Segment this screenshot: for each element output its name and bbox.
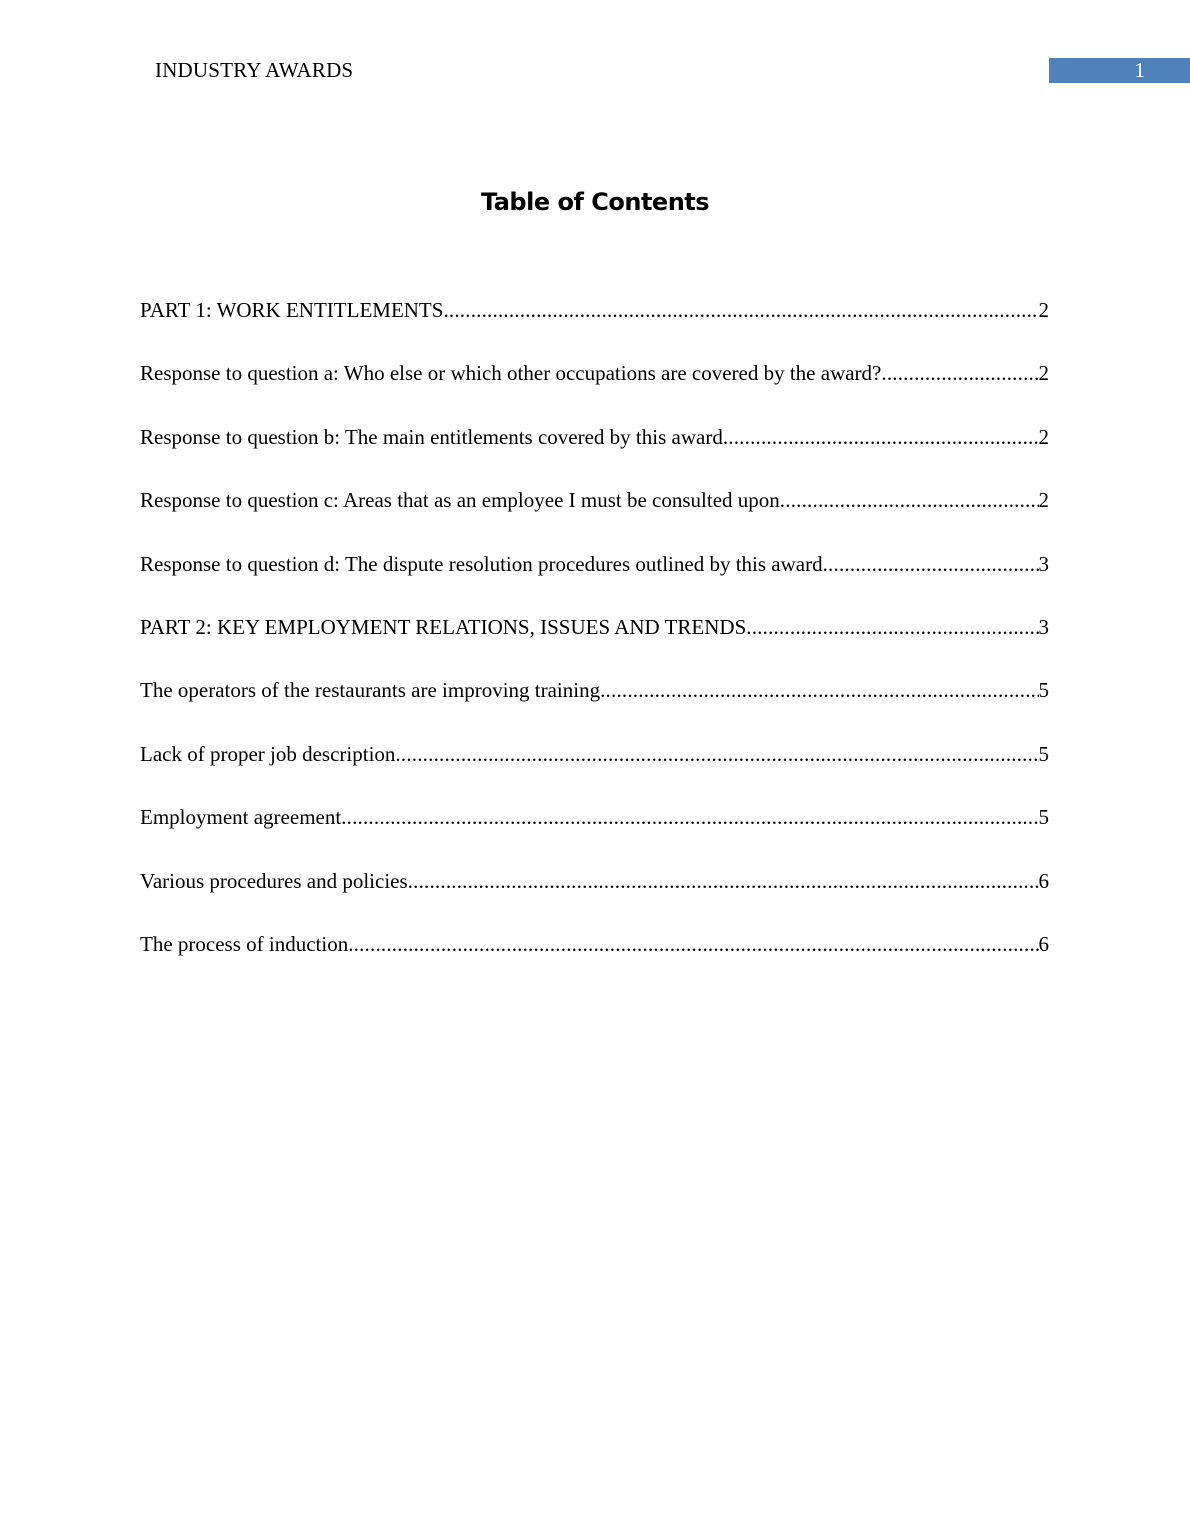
toc-dot-leader <box>746 613 1038 641</box>
toc-entry-page: 5 <box>1038 805 1049 830</box>
toc-entry-text: Response to question b: The main entitlements covered by this award <box>140 424 723 449</box>
toc-dot-leader <box>395 740 1038 768</box>
toc-dot-leader <box>408 867 1039 895</box>
running-head: INDUSTRY AWARDS <box>155 58 354 82</box>
toc-entry-question-c[interactable] <box>140 486 1049 549</box>
toc-list <box>140 296 1049 993</box>
toc-entry-page: 6 <box>1038 868 1049 893</box>
toc-entry-employment-agreement[interactable] <box>140 803 1049 866</box>
toc-entry-text: The process of induction <box>140 931 349 956</box>
toc-entry-page: 5 <box>1038 678 1049 703</box>
toc-entry-question-a[interactable] <box>140 359 1049 422</box>
toc-dot-leader <box>780 486 1039 514</box>
toc-entry-text: Response to question d: The dispute resolution procedures outlined by this award <box>140 551 823 576</box>
toc-entry-page: 2 <box>1038 488 1049 513</box>
toc-entry-part-1[interactable] <box>140 296 1049 359</box>
toc-dot-leader <box>443 296 1038 324</box>
toc-title: Table of Contents <box>480 188 710 216</box>
toc-dot-leader <box>600 676 1038 704</box>
page-number-badge <box>1049 58 1190 83</box>
toc-entry-page: 3 <box>1038 551 1049 576</box>
toc-dot-leader <box>723 423 1039 451</box>
toc-entry-question-d[interactable] <box>140 550 1049 613</box>
toc-entry-page: 5 <box>1038 741 1049 766</box>
toc-entry-page: 2 <box>1038 361 1049 386</box>
toc-entry-text: Employment agreement <box>140 805 342 830</box>
toc-entry-induction[interactable] <box>140 930 1049 993</box>
toc-entry-text: The operators of the restaurants are improving training <box>140 678 601 703</box>
toc-entry-page: 6 <box>1038 931 1049 956</box>
toc-entry-part-2[interactable] <box>140 613 1049 676</box>
toc-entry-question-b[interactable] <box>140 423 1049 486</box>
toc-entry-text: Response to question a: Who else or which other occupations are covered by the award? <box>140 361 882 386</box>
toc-entry-page: 2 <box>1038 424 1049 449</box>
page-number: 1 <box>1134 58 1145 82</box>
toc-dot-leader <box>341 803 1038 831</box>
toc-entry-text: Various procedures and policies <box>140 868 408 893</box>
toc-entry-procedures-policies[interactable] <box>140 867 1049 930</box>
toc-entry-text: Lack of proper job description <box>140 741 396 766</box>
toc-entry-page: 2 <box>1038 298 1049 322</box>
toc-dot-leader <box>348 930 1038 958</box>
toc-entry-improving-training[interactable] <box>140 676 1049 739</box>
toc-entry-text: PART 1: WORK ENTITLEMENTS <box>140 298 444 322</box>
toc-entry-text: Response to question c: Areas that as an employee I must be consulted upon <box>140 488 780 513</box>
toc-entry-page: 3 <box>1038 614 1049 639</box>
toc-dot-leader <box>881 359 1038 387</box>
toc-dot-leader <box>823 550 1039 578</box>
toc-entry-text: PART 2: KEY EMPLOYMENT RELATIONS, ISSUES AND TRENDS <box>140 614 747 639</box>
toc-entry-job-description[interactable] <box>140 740 1049 803</box>
